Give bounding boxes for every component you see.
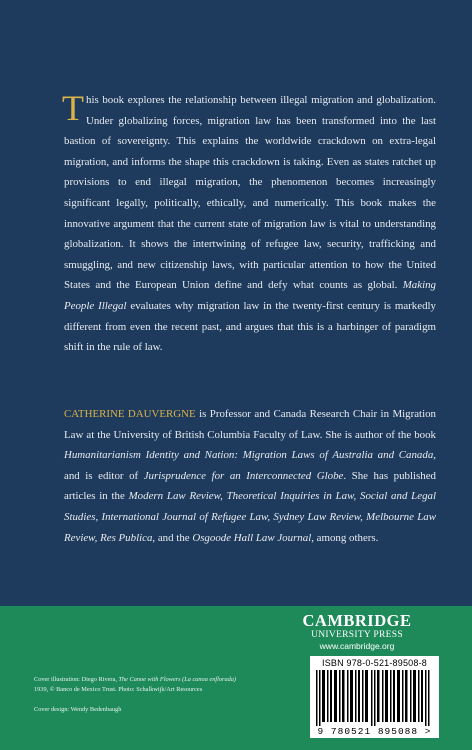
illustration-title: The Canoe with Flowers (La canoa enflorada) [118, 676, 237, 683]
bio-text-5: , among others. [311, 531, 379, 544]
bio-edited-title: Jurisprudence for an Interconnected Globe [143, 469, 344, 482]
description-text-1: his book explores the relationship between illegal migration and globalization. Under globalizing forces, migration law has been transformed into the last bastion of sovereignty. This explains the worldwide crackdown on extra-legal migration, and informs the shape this crackdown is taking. Even as states ratchet up provisions to end illegal migration, the phenomenon becomes increasingly significant legally, politically, ethically, and numerically. This book makes the innovative argument that the current state of migration law is vital to understanding globalization. It shows the intertwining of refugee law, security, trafficking and smuggling, and new citizenship laws, with particular attention to how the United States and the European Union define and defy what counts as global. [64, 94, 436, 292]
illustration-credit [34, 675, 270, 685]
publisher-name: CAMBRIDGE [302, 611, 412, 630]
description-text-2: evaluates why migration law in the twenty-first century is markedly different from even the recent past, and argues that this is a harbinger of paradigm shift in the rule of law. [64, 299, 436, 354]
bio-book-title: Humanitarianism Identity and Nation: Migration Laws of Australia and Canada [64, 449, 434, 462]
publisher-logo [294, 612, 420, 652]
bio-text-1: is Professor and Canada Research Chair in Migration Law at the University of British Columbia Faculty of Law. She is author of the book [64, 408, 436, 441]
cover-credits [34, 675, 270, 715]
bio-text-2: , and is editor of [64, 449, 436, 482]
publisher-subname: UNIVERSITY PRESS [311, 630, 403, 640]
bio-journals: Modern Law Review, Theoretical Inquiries in Law, Social and Legal Studies, International Journal of Refugee Law, Sydney Law Review, Melbourne Law Review, Res Publica [64, 490, 436, 544]
barcode-icon [316, 670, 433, 726]
barcode-panel [310, 656, 439, 738]
bio-osgoode: Osgoode Hall Law Journal [192, 531, 312, 544]
author-bio-paragraph [64, 404, 436, 548]
description-paragraph [64, 90, 436, 358]
illustration-credit-line2: 1939, © Banco de Mexico Trust. Photo: Schalkwijk/Art Resources [34, 686, 203, 693]
ean-number: 9 780521 895088 > [317, 726, 432, 737]
drop-cap: T [62, 88, 84, 128]
illustration-credit-text: Cover illustration: Diego Rivera, [34, 676, 119, 683]
author-bio [64, 404, 436, 548]
publisher-url: www.cambridge.org [319, 641, 395, 651]
bio-text-3: . She has published articles in the [64, 469, 436, 503]
design-credit: Cover design: Wendy Bedenbaugh [34, 706, 122, 713]
book-title-italic: Making People Illegal [64, 279, 436, 312]
bio-text-4: , and the [152, 531, 193, 544]
author-name: CATHERINE DAUVERGNE [64, 408, 196, 420]
isbn-label: ISBN 978-0-521-89508-8 [322, 658, 427, 668]
book-description [64, 90, 436, 358]
